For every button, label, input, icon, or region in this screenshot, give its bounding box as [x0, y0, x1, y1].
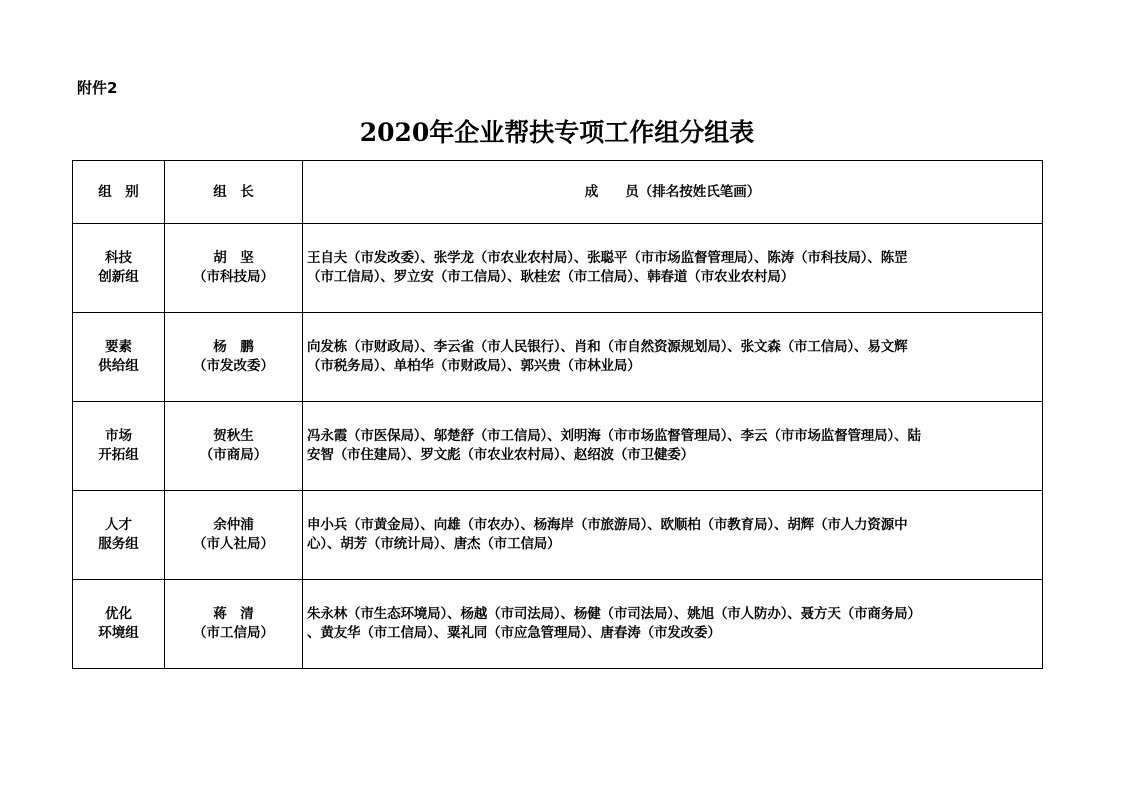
group-name-line: 要素 — [105, 339, 132, 355]
members-cell — [303, 491, 1043, 580]
leader-cell — [165, 491, 303, 580]
table-row — [73, 313, 1043, 402]
group-table — [72, 160, 1043, 669]
group-cell — [73, 313, 165, 402]
group-name-line: 市场 — [105, 428, 132, 444]
members-line: 向发栋（市财政局）、李云雀（市人民银行）、肖和（市自然资源规划局）、张文森（市工信局）、易文辉 — [307, 339, 908, 355]
table-row — [73, 580, 1043, 669]
leader-unit: （市发改委） — [193, 358, 274, 374]
leader-unit: （市科技局） — [193, 269, 274, 285]
header-leader: 组 长 — [165, 161, 303, 224]
group-cell — [73, 580, 165, 669]
members-line: 心）、胡芳（市统计局）、唐杰（市工信局） — [307, 536, 561, 552]
leader-unit: （市商局） — [199, 447, 268, 463]
members-line: 王自夫（市发改委）、张学龙（市农业农村局）、张聪平（市市场监督管理局）、陈涛（市科技局）、陈罡 — [307, 250, 908, 266]
members-line: 、黄友华（市工信局）、粟礼同（市应急管理局）、唐春涛（市发改委） — [307, 625, 721, 641]
header-members: 成 员（排名按姓氏笔画） — [303, 161, 1043, 224]
members-cell — [303, 402, 1043, 491]
group-name-line: 供给组 — [98, 358, 139, 374]
group-cell — [73, 491, 165, 580]
group-cell — [73, 402, 165, 491]
table-row — [73, 491, 1043, 580]
members-line: 冯永霞（市医保局）、邬楚舒（市工信局）、刘明海（市市场监督管理局）、李云（市市场监督管理局）、陆 — [307, 428, 921, 444]
members-line: （市工信局）、罗立安（市工信局）、耿桂宏（市工信局）、韩春道（市农业农村局） — [307, 269, 795, 285]
leader-name: 贺秋生 — [213, 428, 254, 444]
leader-cell — [165, 402, 303, 491]
leader-cell — [165, 224, 303, 313]
leader-name: 杨 鹏 — [213, 339, 254, 355]
members-cell — [303, 224, 1043, 313]
group-name-line: 人才 — [105, 517, 132, 533]
members-line: 申小兵（市黄金局）、向雄（市农办）、杨海岸（市旅游局）、欧顺柏（市教育局）、胡辉（市人力资源中 — [307, 517, 908, 533]
leader-unit: （市人社局） — [193, 536, 274, 552]
leader-cell — [165, 580, 303, 669]
members-cell — [303, 313, 1043, 402]
group-name-line: 科技 — [105, 250, 132, 266]
members-cell — [303, 580, 1043, 669]
leader-unit: （市工信局） — [193, 625, 274, 641]
members-line: 朱永林（市生态环境局）、杨越（市司法局）、杨健（市司法局）、姚旭（市人防办）、聂方天（市商务局） — [307, 606, 921, 622]
leader-cell — [165, 313, 303, 402]
group-cell — [73, 224, 165, 313]
group-name-line: 服务组 — [98, 536, 139, 552]
group-name-line: 优化 — [105, 606, 132, 622]
attachment-label: 附件2 — [77, 79, 118, 97]
group-name-line: 环境组 — [98, 625, 139, 641]
document-title: 2020年企业帮扶专项工作组分组表 — [359, 118, 755, 147]
table-row — [73, 224, 1043, 313]
leader-name: 蒋 清 — [213, 606, 254, 622]
header-group: 组 别 — [73, 161, 165, 224]
group-name-line: 开拓组 — [98, 447, 139, 463]
members-line: （市税务局）、单柏华（市财政局）、郭兴贵（市林业局） — [307, 358, 641, 374]
table-header-row — [73, 161, 1043, 224]
leader-name: 余仲浦 — [213, 517, 254, 533]
leader-name: 胡 坚 — [213, 250, 254, 266]
members-line: 安智（市住建局）、罗文彪（市农业农村局）、赵绍波（市卫健委） — [307, 447, 694, 463]
group-name-line: 创新组 — [98, 269, 139, 285]
table-row — [73, 402, 1043, 491]
